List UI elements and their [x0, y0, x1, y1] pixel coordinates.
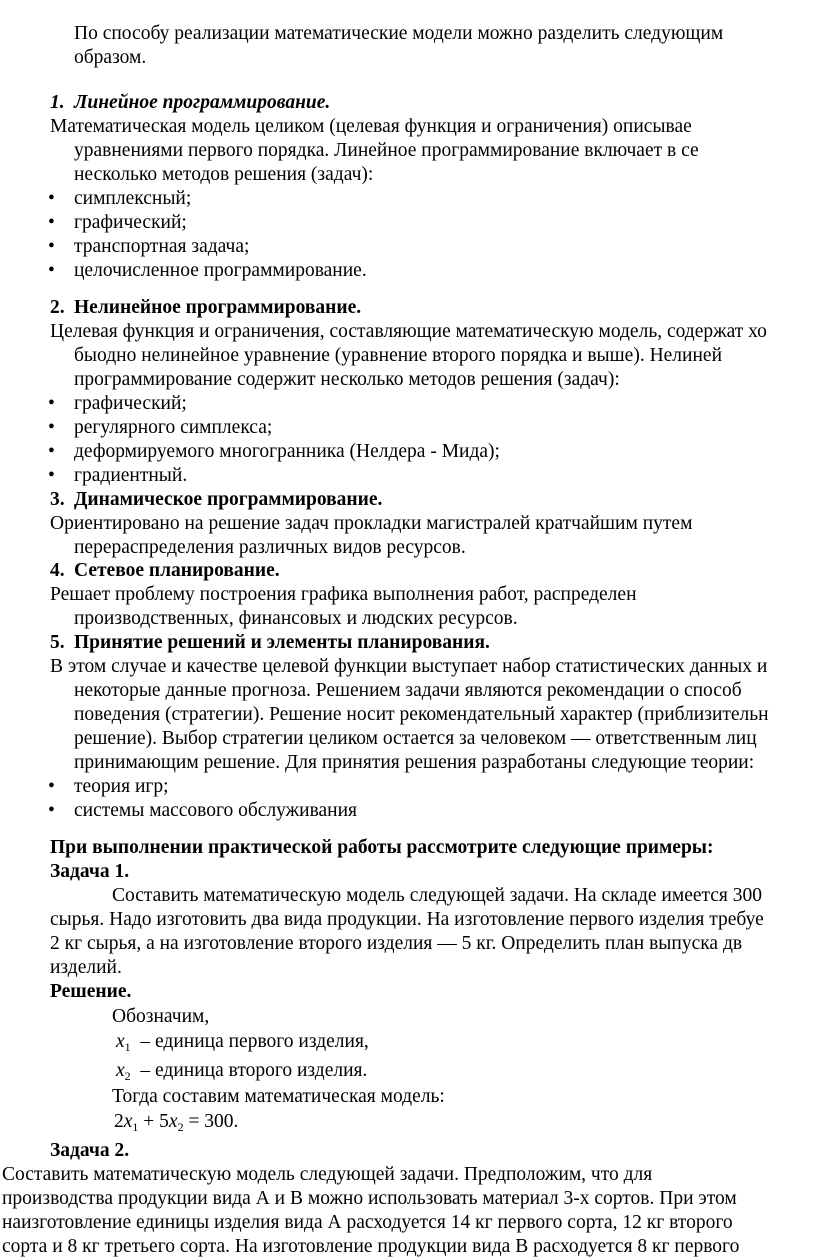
section-3-text-2: перераспределения различных видов ресурсов. — [74, 537, 466, 558]
x2-subscript: 2 — [124, 1069, 131, 1083]
task-1-x1-line — [116, 1030, 369, 1059]
section-2-item: • градиентный. — [74, 464, 187, 488]
section-2-title: Нелинейное программирование. — [74, 297, 362, 318]
x2-variable: x — [116, 1060, 125, 1081]
task-1-text-3: 2 кг сырья, а на изготовление второго изделия — 5 кг. Определить план выпуска дв — [50, 933, 743, 954]
section-5-item: • теория игр; — [74, 775, 169, 799]
x1-description: – единица первого изделия, — [140, 1031, 369, 1052]
equation-sub-1: 1 — [132, 1120, 139, 1134]
section-3-number: 3. — [50, 489, 65, 510]
section-2-item: • деформируемого многогранника (Нелдера - Мида); — [74, 440, 500, 464]
section-1-item: • симплексный; — [74, 187, 191, 211]
section-1-number: 1. — [50, 92, 65, 113]
task-1-x2-line — [116, 1059, 367, 1088]
section-2-item: • регулярного симплекса; — [74, 416, 272, 440]
task-1-text-2: сырья. Надо изготовить два вида продукции. На изготовление первого изделия требуе — [50, 909, 764, 930]
task-1-text-1: Составить математическую модель следующей задачи. На складе имеется 300 — [112, 885, 763, 906]
task-2-text-1: Составить математическую модель следующей задачи. Предположим, что для — [2, 1164, 653, 1185]
task-1-equation — [114, 1110, 238, 1139]
section-3-title: Динамическое программирование. — [74, 489, 383, 510]
practice-heading: При выполнении практической работы рассмотрите следующие примеры: — [50, 837, 714, 858]
task-2-text-2: производства продукции вида А и В можно использовать материал 3-х сортов. При этом — [2, 1188, 737, 1209]
task-1-denote: Обозначим, — [112, 1006, 210, 1027]
section-5-text-1: В этом случае и качестве целевой функции выступает набор статистических данных и — [50, 656, 768, 677]
section-2-number: 2. — [50, 297, 65, 318]
task-1-then: Тогда составим математическая модель: — [112, 1086, 445, 1107]
section-1-item: • транспортная задача; — [74, 235, 249, 259]
equation-var-2: x — [168, 1111, 178, 1132]
section-2-text-3: программирование содержит несколько методов решения (задач): — [74, 369, 620, 390]
task-2-text-4: сорта и 8 кг третьего сорта. На изготовление продукции вида В расходуется 8 кг первого — [2, 1236, 740, 1257]
section-4-text-1: Решает проблему построения графика выполнения работ, распределен — [50, 584, 637, 605]
section-5-text-2: некоторые данные прогноза. Решением задачи являются рекомендации о способ — [74, 680, 742, 701]
section-5-text-3: поведения (стратегии). Решение носит рекомендательный характер (приблизительн — [74, 704, 769, 725]
section-5-title: Принятие решений и элементы планирования. — [74, 632, 490, 653]
section-3-text-1: Ориентировано на решение задач прокладки магистралей кратчайшим путем — [50, 513, 693, 534]
section-1-text-3: несколько методов решения (задач): — [74, 164, 374, 185]
section-5-text-5: принимающим решение. Для принятия решения разработаны следующие теории: — [74, 752, 755, 773]
task-1-solution-title: Решение. — [50, 981, 132, 1002]
equation-coef-1: 2 — [114, 1111, 124, 1132]
section-1-text-2: уравнениями первого порядка. Линейное программирование включает в се — [74, 140, 699, 161]
section-4-title: Сетевое планирование. — [74, 560, 280, 581]
section-2-text-2: быодно нелинейное уравнение (уравнение второго порядка и выше). Нелиней — [74, 345, 723, 366]
intro-line-2: образом. — [74, 47, 147, 68]
section-2-item: • графический; — [74, 392, 187, 416]
task-1-title: Задача 1. — [50, 861, 130, 882]
intro-line-1: По способу реализации математические модели можно разделить следующим — [74, 23, 724, 44]
section-1-text-1: Математическая модель целиком (целевая функция и ограничения) описывае — [50, 116, 692, 137]
section-2-text-1: Целевая функция и ограничения, составляющие математическую модель, содержат хо — [50, 321, 767, 342]
section-4-number: 4. — [50, 560, 65, 581]
equation-plus: + 5 — [138, 1111, 169, 1132]
equation-var-1: x — [123, 1111, 133, 1132]
section-1-item: • целочисленное программирование. — [74, 259, 367, 283]
equation-sub-2: 2 — [177, 1120, 184, 1134]
section-5-item: • системы массового обслуживания — [74, 799, 357, 823]
section-4-text-2: производственных, финансовых и людских ресурсов. — [74, 608, 518, 629]
section-5-number: 5. — [50, 632, 65, 653]
section-5-text-4: решение). Выбор стратегии целиком остается за человеком — ответственным лиц — [74, 728, 757, 749]
x2-description: – единица второго изделия. — [140, 1060, 368, 1081]
section-1-item: • графический; — [74, 211, 187, 235]
x1-variable: x — [116, 1031, 125, 1052]
equation-rhs: = 300. — [183, 1111, 239, 1132]
task-1-text-4: изделий. — [50, 957, 122, 978]
task-2-title: Задача 2. — [50, 1140, 130, 1161]
x1-subscript: 1 — [124, 1040, 131, 1054]
task-2-text-3: наизготовление единицы изделия вида А расходуется 14 кг первого сорта, 12 кг второго — [2, 1212, 733, 1233]
section-1-title: Линейное программирование. — [74, 92, 331, 113]
